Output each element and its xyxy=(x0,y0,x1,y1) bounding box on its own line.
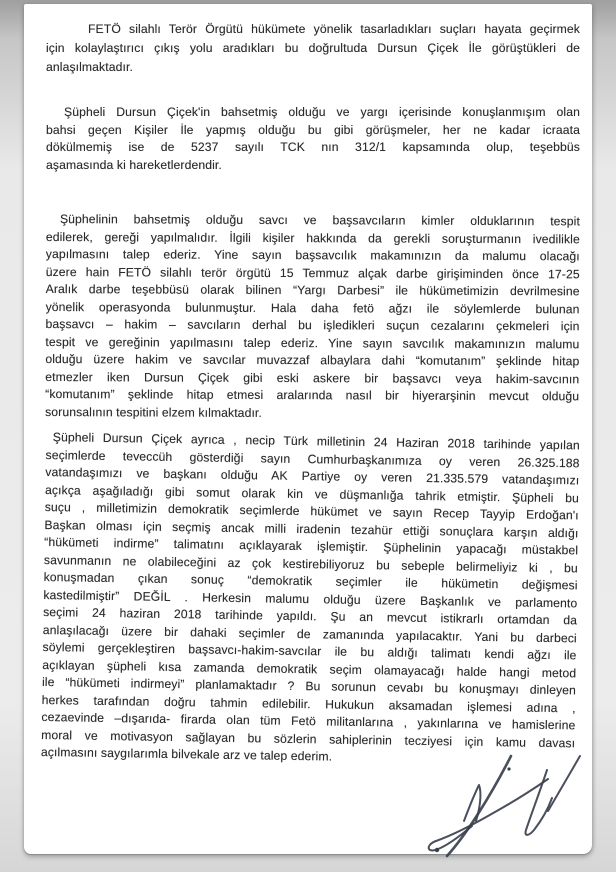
text-line: herkes tarafından doğru tahmin edilebilir. Hukukun aksamadan işlemesi adına , xyxy=(41,692,576,715)
text-line: etmezler iken Dursun Çiçek gibi eski askere bir başsavcı veya hakim-savcının xyxy=(45,369,580,386)
text-line: tespit ve gereğinin yapılmasını talep ederiz. Yine sayın savcılık makamınızın malumu xyxy=(45,334,580,351)
text-line: Başkan olması için seçmiş ancak milli iradenin tezahür ettiği sonuçlara karşın aldığı xyxy=(44,517,579,540)
text-line: edilerek, gereği yapılmalıdır. İlgili kişiler hakkında da gerekli soruşturmanın ivedilikle xyxy=(45,229,580,246)
text-line: Şüphelinin bahsetmiş olduğu savcı ve başsavcıların kimler olduklarının tespit xyxy=(59,212,580,229)
text-line: yapılmasını talep ederiz. Yine sayın başsavcılık makamınızın da malumu olacağı xyxy=(45,246,580,264)
paragraph-3 xyxy=(45,211,580,423)
text-line: açılmasını saygılarımla bilvekale arz ve talep ederim. xyxy=(40,744,333,764)
signature-stroke xyxy=(548,756,580,811)
text-line: anlaşılmaktadır. xyxy=(46,60,133,74)
text-line: “hükümeti indirme” talimatını açıklayarak işlemiştir. Şüphelinin yapacağı müstakbel xyxy=(44,534,579,558)
signature-stroke xyxy=(429,779,548,850)
text-line: cezaevinde –dışarıda- firarda olan tüm Fetö militanlarına , yakınlarına ve hamislerine xyxy=(41,709,576,733)
text-line: FETÖ silahlı Terör Örgütü hükümete yönelik tasarladıkları suçları hayata geçirmek xyxy=(88,22,580,36)
paragraph-4 xyxy=(41,429,580,770)
text-line: Aralık darbe teşebbüsü olarak bilinen “Yargı Darbesi” ile hükümetimizin devrilmesine xyxy=(45,281,580,299)
signature xyxy=(398,752,598,864)
text-line: söylemi gerçekleştiren başsavcı-hakim-savcılar ile bu aldığı talimatı kendi ağzı ile xyxy=(42,639,577,663)
signature-stroke xyxy=(464,785,480,821)
text-line: üzere hain FETÖ silahlı terör örgütü 15 Temmuz alçak darbe girişiminden önce 17-25 xyxy=(45,264,580,281)
text-line: Şüpheli Dursun Çiçek ayrıca , necip Türk milletinin 24 Haziran 2018 tarihinde yapılan xyxy=(52,430,580,453)
text-line: seçimlerde teveccüh gösterdiği sayın Cumhurbaşkanımıza oy veren 26.325.188 xyxy=(45,447,580,470)
text-line: sorunsalının tespitini elzem kılmaktadır. xyxy=(45,404,262,420)
text-line: olduğu üzere hakim ve savcılar muvazzaf albaylara dahi “komutanım” şeklinde hitap xyxy=(45,351,580,369)
text-line: kastedilmiştir” DEĞİL . Herkesin malumu olduğu üzere Başkanlık ve parlamento xyxy=(43,587,578,610)
signature-ink-dot xyxy=(507,767,510,770)
scanned-page xyxy=(24,4,592,854)
text-line: seçimi 24 haziran 2018 tarihinde yapıldı. Şu an mevcut istikrarlı ortamdan da xyxy=(43,604,578,628)
text-line: dökülmemiş ise de 5237 sayılı TCK nın 312/1 kapsamında olup, teşebbüs xyxy=(46,140,580,154)
text-line: konuşmadan çıkan sonuç “demokratik seçimler ile hükümetin değişmesi xyxy=(43,569,578,593)
paragraph-1 xyxy=(46,20,580,77)
text-line: için kolaylaştırıcı çıkış yolu aradıkları bu doğrultuda Dursun Çiçek İle görüştükleri de xyxy=(46,41,580,55)
text-line: suçu , milletimizin demokratik seçimlerde hükümet ve sayın Recep Tayyip Erdoğan'ı xyxy=(44,499,579,523)
text-line: başsavcı – hakim – savcıların derhal bu işledikleri suçun cezalarını çekmeleri için xyxy=(45,316,580,334)
text-line: savunmanın ne olabileceğini az çok kestirebiliyoruz bu sebeple belirmeliyiz ki , bu xyxy=(43,552,578,575)
text-line: yönelik operasyonda bulunmuştur. Hala daha fetö ağzı ile söylemlerde bulunan xyxy=(45,299,580,316)
text-line: ile “hükümeti indirmeyi” planlamaktadır ? Bu sorunun cevabı bu konuşmayı dinleyen xyxy=(41,674,577,698)
text-line: aşamasında ki hareketlerdendir. xyxy=(46,157,222,172)
text-line: bahsi geçen Kişiler İle yapmış olduğu bu gibi görüşmeler, her ne kadar icraata xyxy=(46,122,580,137)
paragraph-2 xyxy=(46,104,580,174)
text-line: açıkça aşağıladığı gibi somut olarak kin ve düşmanlığa tahrik etmiştir. Şüpheli bu xyxy=(44,482,580,505)
text-line: vatandaşımızı ve başkanı olduğu AK Partiye oy veren 21.335.579 vatandaşımızı xyxy=(45,464,580,488)
text-line: “komutanım” şeklinde hitap etmesi aralarında nasıl bir hiyerarşinin mevcut olduğu xyxy=(45,386,580,404)
text-line: Şüpheli Dursun Çiçek'in bahsetmiş olduğu ve yargı içerisinde konuşlanmışım olan xyxy=(64,105,580,119)
text-line: anlaşılacağı üzere bir dahaki seçimler de zamanında yapılacaktır. Yani bu darbeci xyxy=(42,622,577,645)
text-line: açıklayan şüpheli kısa zamanda demokratik seçim olamayacağı halde hangi metod xyxy=(42,657,577,680)
signature-ink-dot xyxy=(435,848,439,852)
text-line: moral ve motivasyon sağlayan bu sözlerin sahiplerinin tecziyesi için kamu davası xyxy=(41,727,576,750)
